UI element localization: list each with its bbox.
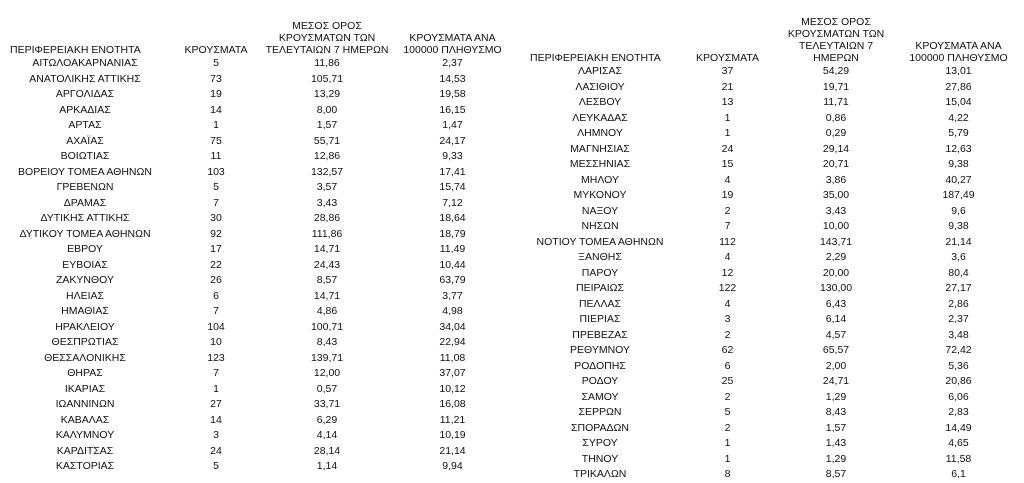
region-cell: ΜΑΓΝΗΣΙΑΣ: [570, 142, 630, 155]
region-cell: ΛΑΣΙΘΙΟΥ: [575, 80, 625, 93]
region-cell: ΠΕΙΡΑΙΩΣ: [576, 282, 624, 294]
per100k-cell: 27,86: [945, 80, 972, 93]
region-cell: ΠΕΛΛΑΣ: [578, 297, 622, 310]
avg7-cell: 55,71: [313, 134, 341, 147]
per100k-cell: 34,04: [439, 320, 466, 333]
cases-cell: 27: [210, 398, 222, 410]
per100k-cell: 3,48: [948, 328, 969, 341]
avg7-cell: 6,43: [825, 297, 847, 310]
cases-cell: 103: [207, 165, 225, 178]
per100k-cell: 21,14: [439, 444, 466, 457]
region-cell: ΛΕΥΚΑΔΑΣ: [572, 111, 628, 124]
table-row: [520, 374, 1020, 390]
cases-cell: 22: [210, 258, 222, 271]
per100k-cell: 19,58: [439, 88, 466, 100]
region-cell: ΜΥΚΟΝΟΥ: [573, 189, 627, 201]
avg7-cell: 4,57: [825, 328, 847, 341]
per100k-cell: 4,98: [442, 305, 463, 317]
table-row: [520, 80, 1020, 96]
avg7-cell: 130,00: [819, 282, 853, 294]
region-cell: ΤΡΙΚΑΛΩΝ: [573, 468, 627, 480]
cases-cell: 104: [207, 320, 225, 333]
cases-cell: 73: [210, 72, 222, 85]
region-cell: ΠΙΕΡΙΑΣ: [579, 313, 621, 325]
avg7-cell: 8,43: [316, 336, 338, 348]
header-cases: ΚΡΟΥΣΜΑΤΑ: [184, 44, 248, 56]
per100k-cell: 6,06: [948, 390, 969, 403]
avg7-cell: 8,00: [316, 103, 338, 116]
per100k-cell: 21,14: [945, 235, 972, 248]
cases-cell: 112: [719, 235, 736, 248]
cases-cell: 6: [213, 289, 219, 302]
avg7-cell: 20,71: [822, 158, 850, 170]
per100k-cell: 24,17: [439, 134, 466, 147]
avg7-cell: 28,14: [313, 444, 341, 457]
cases-cell: 12: [721, 266, 734, 279]
per100k-cell: 6,1: [951, 468, 966, 480]
table-row: [520, 126, 1020, 142]
avg7-cell: 8,43: [825, 406, 847, 418]
region-cell: ΕΒΡΟΥ: [67, 243, 103, 255]
table-row: [520, 142, 1020, 158]
header-region: ΠΕΡΙΦΕΡΕΙΑΚΗ ΕΝΟΤΗΤΑ: [10, 44, 141, 56]
region-cell: ΑΝΑΤΟΛΙΚΗΣ ΑΤΤΙΚΗΣ: [29, 72, 141, 85]
region-cell: ΝΟΤΙΟΥ ΤΟΜΕΑ ΑΘΗΝΩΝ: [536, 235, 664, 248]
cases-cell: 5: [213, 181, 219, 193]
table-row: [520, 219, 1020, 235]
region-cell: ΒΟΡΕΙΟΥ ΤΟΜΕΑ ΑΘΗΝΩΝ: [18, 165, 152, 178]
cases-cell: 123: [207, 351, 225, 364]
region-cell: ΡΟΔΟΠΗΣ: [574, 359, 626, 372]
cases-table-left: [0, 16, 513, 475]
header-row: [520, 16, 1020, 64]
avg7-cell: 2,00: [825, 359, 847, 372]
region-cell: ΞΑΝΘΗΣ: [578, 251, 622, 263]
avg7-cell: 12,86: [313, 150, 341, 162]
table-row: [520, 405, 1020, 421]
cases-cell: 4: [724, 173, 731, 186]
cases-cell: 26: [210, 274, 222, 286]
header-row: [0, 16, 513, 56]
per100k-cell: 3,6: [951, 251, 966, 263]
per100k-cell: 9,33: [442, 150, 463, 162]
region-cell: ΙΩΑΝΝΙΝΩΝ: [55, 398, 115, 410]
table-row: [0, 413, 513, 429]
table-row: [0, 118, 513, 134]
avg7-cell: 1,29: [825, 390, 847, 403]
region-cell: ΤΗΝΟΥ: [581, 452, 619, 465]
avg7-cell: 3,86: [825, 173, 847, 186]
cases-table-right: [520, 16, 1020, 483]
table-row: [520, 95, 1020, 111]
region-cell: ΒΟΙΩΤΙΑΣ: [60, 150, 110, 162]
per100k-cell: 7,12: [442, 196, 463, 209]
per100k-cell: 2,37: [948, 313, 969, 325]
cases-cell: 7: [213, 367, 219, 379]
table-row: [520, 452, 1020, 468]
cases-cell: 21: [721, 80, 734, 93]
table-row: [0, 273, 513, 289]
cases-cell: 19: [721, 189, 734, 201]
cases-cell: 1: [724, 452, 731, 465]
table-row: [0, 165, 513, 181]
table-row: [520, 328, 1020, 344]
table-row: [0, 227, 513, 243]
cases-cell: 5: [213, 57, 219, 69]
table-row: [520, 390, 1020, 406]
per100k-cell: 14,53: [439, 72, 466, 85]
table-row: [0, 56, 513, 72]
per100k-cell: 11,49: [439, 243, 466, 255]
avg7-cell: 28,86: [313, 212, 341, 224]
cases-cell: 14: [210, 413, 222, 426]
cases-cell: 2: [724, 204, 731, 217]
avg7-cell: 24,43: [313, 258, 341, 271]
region-cell: ΘΕΣΣΑΛΟΝΙΚΗΣ: [44, 351, 126, 364]
region-cell: ΜΕΣΣΗΝΙΑΣ: [569, 158, 631, 170]
region-cell: ΑΡΚΑΔΙΑΣ: [59, 103, 111, 116]
region-cell: ΣΠΟΡΑΔΩΝ: [571, 421, 629, 434]
per100k-cell: 72,42: [945, 344, 972, 356]
per100k-cell: 80,4: [948, 266, 969, 279]
avg7-cell: 2,29: [825, 251, 847, 263]
cases-cell: 1: [724, 111, 731, 124]
cases-cell: 5: [213, 460, 219, 472]
per100k-cell: 9,6: [951, 204, 966, 217]
table-row: [520, 281, 1020, 297]
table-row: [520, 359, 1020, 375]
table-row: [0, 351, 513, 367]
per100k-cell: 4,65: [948, 437, 969, 449]
table-row: [0, 87, 513, 103]
table-row: [0, 366, 513, 382]
per100k-cell: 2,86: [948, 297, 969, 310]
per100k-cell: 37,07: [439, 367, 466, 379]
avg7-cell: 139,71: [310, 351, 344, 364]
table-row: [520, 343, 1020, 359]
per100k-cell: 13,01: [945, 65, 972, 77]
region-cell: ΝΑΞΟΥ: [581, 204, 619, 217]
table-row: [520, 250, 1020, 266]
per100k-cell: 16,15: [439, 103, 466, 116]
avg7-cell: 11,71: [823, 96, 849, 108]
table-row: [0, 211, 513, 227]
avg7-cell: 6,29: [316, 413, 338, 426]
avg7-cell: 1,29: [825, 452, 847, 465]
table-row: [520, 173, 1020, 189]
table-row: [0, 258, 513, 274]
region-cell: ΕΥΒΟΙΑΣ: [62, 258, 108, 271]
table-row: [520, 297, 1020, 313]
cases-cell: 2: [724, 421, 731, 434]
region-cell: ΚΑΡΔΙΤΣΑΣ: [56, 444, 114, 457]
table-row: [0, 180, 513, 196]
table-row: [0, 304, 513, 320]
per100k-cell: 5,36: [948, 359, 969, 372]
cases-cell: 17: [210, 243, 222, 255]
avg7-cell: 1,57: [316, 119, 338, 131]
header-per100k: ΚΡΟΥΣΜΑΤΑ ΑΝΑ 100000 ΠΛΗΘΥΣΜΟ: [403, 32, 502, 56]
table-row: [520, 188, 1020, 204]
per100k-cell: 9,94: [442, 460, 463, 472]
cases-cell: 15: [721, 158, 734, 170]
cases-cell: 25: [721, 375, 734, 387]
per100k-cell: 11,08: [439, 351, 466, 364]
avg7-cell: 1,43: [825, 437, 847, 449]
header-avg7: ΜΕΣΟΣ ΟΡΟΣ ΚΡΟΥΣΜΑΤΩΝ ΤΩΝ ΤΕΛΕΥΤΑΙΩΝ 7 ΗΜΕΡΩΝ: [265, 20, 389, 56]
table-row: [0, 134, 513, 150]
region-cell: ΗΛΕΙΑΣ: [65, 289, 104, 302]
region-cell: ΝΗΣΩΝ: [581, 220, 619, 232]
table-body-left: [0, 56, 513, 475]
cases-cell: 1: [213, 382, 219, 395]
region-cell: ΡΟΔΟΥ: [581, 375, 619, 387]
per100k-cell: 10,44: [439, 258, 466, 271]
cases-cell: 37: [721, 65, 734, 77]
avg7-cell: 0,86: [825, 111, 847, 124]
region-cell: ΗΡΑΚΛΕΙΟΥ: [55, 320, 115, 333]
avg7-cell: 29,14: [822, 142, 850, 155]
region-cell: ΙΚΑΡΙΑΣ: [64, 382, 106, 395]
per100k-cell: 18,79: [439, 227, 466, 240]
table-row: [0, 320, 513, 336]
header-avg7: ΜΕΣΟΣ ΟΡΟΣ ΚΡΟΥΣΜΑΤΩΝ ΤΩΝ ΤΕΛΕΥΤΑΙΩΝ 7 ΗΜΕΡΩΝ: [787, 16, 885, 64]
per100k-cell: 187,49: [942, 189, 975, 201]
cases-cell: 122: [718, 282, 737, 294]
avg7-cell: 3,57: [316, 181, 338, 193]
per100k-cell: 40,27: [945, 173, 972, 186]
region-cell: ΑΙΤΩΛΟΑΚΑΡΝΑΝΙΑΣ: [32, 57, 138, 69]
region-cell: ΘΕΣΠΡΩΤΙΑΣ: [51, 336, 119, 348]
cases-cell: 6: [724, 359, 731, 372]
table-row: [0, 72, 513, 88]
per100k-cell: 22,94: [439, 336, 466, 348]
region-cell: ΜΗΛΟΥ: [581, 173, 619, 186]
per100k-cell: 16,08: [439, 398, 466, 410]
cases-cell: 5: [724, 406, 731, 418]
avg7-cell: 14,71: [313, 289, 341, 302]
per100k-cell: 11,58: [945, 452, 972, 465]
region-cell: ΣΥΡΟΥ: [582, 437, 618, 449]
region-cell: ΡΕΘΥΜΝΟΥ: [569, 344, 630, 356]
avg7-cell: 24,71: [822, 375, 850, 387]
cases-cell: 30: [210, 212, 222, 224]
table-row: [520, 421, 1020, 437]
region-cell: ΚΑΒΑΛΑΣ: [60, 413, 110, 426]
table-row: [0, 444, 513, 460]
table-row: [0, 149, 513, 165]
region-cell: ΚΑΣΤΟΡΙΑΣ: [55, 460, 115, 472]
table-row: [0, 242, 513, 258]
avg7-cell: 143,71: [819, 235, 853, 248]
avg7-cell: 132,57: [310, 165, 344, 178]
region-cell: ΔΡΑΜΑΣ: [63, 196, 107, 209]
avg7-cell: 19,71: [822, 80, 850, 93]
table-row: [0, 335, 513, 351]
cases-cell: 13: [721, 96, 734, 108]
table-row: [0, 428, 513, 444]
cases-cell: 7: [213, 196, 219, 209]
region-cell: ΔΥΤΙΚΗΣ ΑΤΤΙΚΗΣ: [40, 212, 130, 224]
region-cell: ΛΑΡΙΣΑΣ: [578, 65, 622, 77]
avg7-cell: 65,57: [822, 344, 850, 356]
table-row: [520, 266, 1020, 282]
table-row: [520, 467, 1020, 483]
table-row: [520, 436, 1020, 452]
region-cell: ΠΑΡΟΥ: [581, 266, 619, 279]
region-cell: ΣΑΜΟΥ: [581, 390, 619, 403]
table-body-right: [520, 64, 1020, 483]
avg7-cell: 105,71: [310, 72, 344, 85]
avg7-cell: 0,29: [825, 127, 847, 139]
cases-cell: 1: [724, 437, 731, 449]
region-cell: ΔΥΤΙΚΟΥ ΤΟΜΕΑ ΑΘΗΝΩΝ: [19, 227, 151, 240]
avg7-cell: 3,43: [316, 196, 338, 209]
cases-cell: 2: [724, 390, 731, 403]
per100k-cell: 27,17: [945, 282, 972, 294]
region-cell: ΛΗΜΝΟΥ: [577, 127, 623, 139]
table-row: [520, 235, 1020, 251]
per100k-cell: 10,19: [439, 429, 466, 441]
avg7-cell: 33,71: [313, 398, 341, 410]
table-row: [0, 459, 513, 475]
region-cell: ΓΡΕΒΕΝΩΝ: [56, 181, 114, 193]
region-cell: ΛΕΣΒΟΥ: [578, 96, 622, 108]
avg7-cell: 14,71: [313, 243, 341, 255]
cases-cell: 7: [724, 220, 731, 232]
region-cell: ΠΡΕΒΕΖΑΣ: [572, 328, 628, 341]
per100k-cell: 1,47: [442, 119, 463, 131]
per100k-cell: 10,12: [439, 382, 466, 395]
per100k-cell: 2,37: [442, 57, 463, 69]
per100k-cell: 2,83: [948, 406, 969, 418]
avg7-cell: 35,00: [822, 189, 850, 201]
avg7-cell: 11,86: [314, 57, 340, 69]
avg7-cell: 4,86: [316, 305, 338, 317]
avg7-cell: 8,57: [316, 274, 338, 286]
region-cell: ΗΜΑΘΙΑΣ: [61, 305, 109, 317]
avg7-cell: 8,57: [825, 468, 847, 480]
avg7-cell: 54,29: [822, 65, 850, 77]
avg7-cell: 13,29: [313, 88, 341, 100]
avg7-cell: 1,57: [825, 421, 847, 434]
cases-cell: 24: [721, 142, 734, 155]
region-cell: ΣΕΡΡΩΝ: [578, 406, 622, 418]
cases-cell: 3: [724, 313, 731, 325]
table-row: [0, 382, 513, 398]
avg7-cell: 20,00: [822, 266, 850, 279]
region-cell: ΚΑΛΥΜΝΟΥ: [55, 429, 115, 441]
cases-cell: 4: [724, 251, 731, 263]
cases-cell: 2: [724, 328, 731, 341]
per100k-cell: 5,79: [948, 127, 969, 139]
table-row: [0, 196, 513, 212]
cases-cell: 92: [210, 227, 222, 240]
header-per100k: ΚΡΟΥΣΜΑΤΑ ΑΝΑ 100000 ΠΛΗΘΥΣΜΟ: [909, 40, 1008, 64]
avg7-cell: 12,00: [313, 367, 341, 379]
per100k-cell: 20,86: [945, 375, 972, 387]
per100k-cell: 15,04: [945, 96, 972, 108]
cases-cell: 4: [724, 297, 731, 310]
avg7-cell: 6,14: [825, 313, 847, 325]
region-cell: ΑΧΑΪΑΣ: [66, 134, 104, 147]
cases-cell: 14: [210, 103, 222, 116]
table-row: [520, 204, 1020, 220]
region-cell: ΑΡΓΟΛΙΔΑΣ: [55, 88, 115, 100]
cases-cell: 24: [210, 444, 222, 457]
avg7-cell: 100,71: [310, 320, 344, 333]
per100k-cell: 12,63: [945, 142, 972, 155]
cases-cell: 1: [724, 127, 731, 139]
per100k-cell: 4,22: [948, 111, 969, 124]
region-cell: ΑΡΤΑΣ: [68, 119, 102, 131]
cases-cell: 3: [213, 429, 219, 441]
per100k-cell: 18,64: [439, 212, 466, 224]
per100k-cell: 11,21: [439, 413, 466, 426]
avg7-cell: 10,00: [822, 220, 850, 232]
avg7-cell: 111,86: [311, 227, 343, 240]
per100k-cell: 63,79: [439, 274, 466, 286]
avg7-cell: 1,14: [316, 460, 338, 472]
cases-cell: 8: [724, 468, 731, 480]
per100k-cell: 15,74: [439, 181, 466, 193]
avg7-cell: 4,14: [316, 429, 338, 441]
table-row: [520, 312, 1020, 328]
region-cell: ΖΑΚΥΝΘΟΥ: [55, 274, 114, 286]
table-row: [520, 111, 1020, 127]
per100k-cell: 9,38: [948, 158, 969, 170]
table-row: [520, 157, 1020, 173]
table-row: [0, 289, 513, 305]
avg7-cell: 3,43: [825, 204, 847, 217]
per100k-cell: 3,77: [442, 289, 463, 302]
per100k-cell: 17,41: [439, 165, 466, 178]
table-row: [0, 103, 513, 119]
avg7-cell: 0,57: [316, 382, 338, 395]
per100k-cell: 9,38: [948, 220, 969, 232]
cases-cell: 62: [721, 344, 734, 356]
table-row: [520, 64, 1020, 80]
cases-cell: 1: [213, 119, 219, 131]
cases-cell: 75: [210, 134, 222, 147]
header-region: ΠΕΡΙΦΕΡΕΙΑΚΗ ΕΝΟΤΗΤΑ: [530, 52, 661, 64]
cases-cell: 11: [210, 150, 222, 162]
header-cases: ΚΡΟΥΣΜΑΤΑ: [696, 52, 759, 64]
per100k-cell: 14,49: [945, 421, 972, 434]
cases-cell: 10: [210, 336, 222, 348]
region-cell: ΘΗΡΑΣ: [67, 367, 103, 379]
cases-cell: 19: [210, 88, 222, 100]
cases-cell: 7: [213, 305, 219, 317]
table-row: [0, 397, 513, 413]
